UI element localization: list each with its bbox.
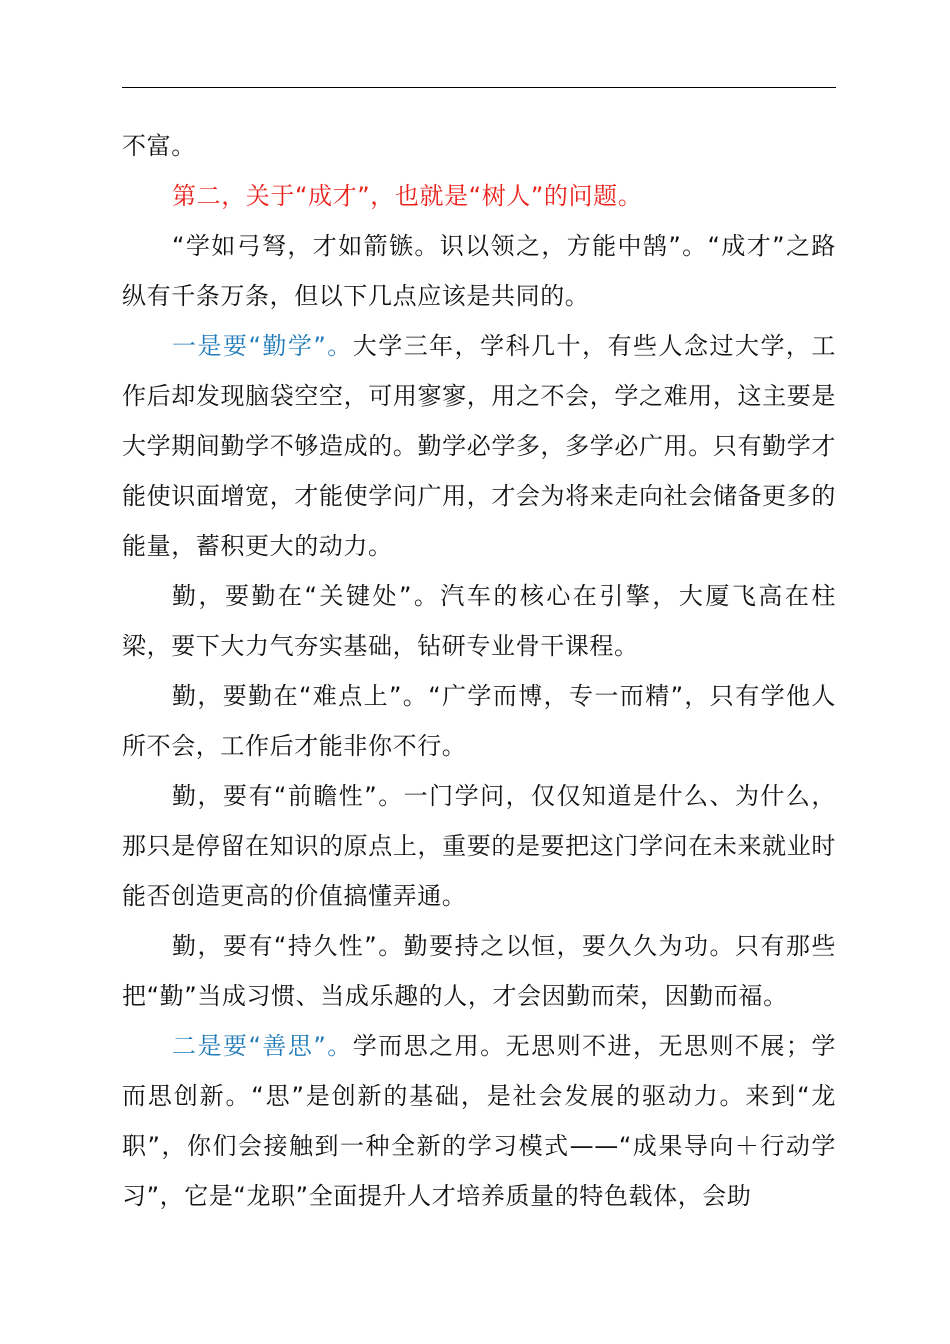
paragraph-text: 学而思之用。无思则不进，无思则不展；学而思创新。“思”是创新的基础，是社会发展的驱动力。来到“龙职”，你们会接触到一种全新的学习模式——“成果导向＋行动学习”，它是“龙职”全面提升人才培养质量的特色载体，会助 (122, 1032, 837, 1210)
paragraph-text: 勤，要勤在“难点上”。“广学而博，专一而精”，只有学他人所不会，工作后才能非你不行。 (122, 682, 836, 760)
paragraph-text: 勤，要有“前瞻性”。一门学问，仅仅知道是什么、为什么，那只是停留在知识的原点上，重要的是要把这门学问在未来就业时能否创造更高的价值搞懂弄通。 (122, 782, 836, 910)
paragraph-diligent-study (122, 321, 836, 571)
subheading-lead: 二是要“善思”。 (172, 1032, 353, 1060)
paragraph-text: “学如弓弩，才如箭镞。识以领之，方能中鹄”。“成才”之路纵有千条万条，但以下几点应该是共同的。 (122, 232, 836, 310)
header-rule (122, 87, 836, 88)
document-body (122, 121, 836, 1221)
paragraph-text: 不富。 (122, 132, 196, 160)
paragraph-foresight (122, 771, 836, 921)
section-heading-text: 第二，关于“成才”，也就是“树人”的问题。 (172, 182, 643, 210)
paragraph-text: 勤，要勤在“关键处”。汽车的核心在引擎，大厦飞高在柱梁，要下大力气夯实基础，钻研专业骨干课程。 (122, 582, 836, 660)
paragraph-difficult-points (122, 671, 836, 771)
paragraph-text: 勤，要有“持久性”。勤要持之以恒，要久久为功。只有那些把“勤”当成习惯、当成乐趣的人，才会因勤而荣，因勤而福。 (122, 932, 836, 1010)
paragraph-good-thinking (122, 1021, 836, 1221)
subheading-lead: 一是要“勤学”。 (172, 332, 353, 360)
paragraph-text: 大学三年，学科几十，有些人念过大学，工作后却发现脑袋空空，可用寥寥，用之不会，学之难用，这主要是大学期间勤学不够造成的。勤学必学多，多学必广用。只有勤学才能使识面增宽，才能使学问广用，才会为将来走向社会储备更多的能量，蓄积更大的动力。 (122, 332, 837, 560)
paragraph-key-points (122, 571, 836, 671)
paragraph-continuation (122, 121, 836, 171)
section-heading (122, 171, 836, 221)
paragraph-persistence (122, 921, 836, 1021)
paragraph-quote (122, 221, 836, 321)
